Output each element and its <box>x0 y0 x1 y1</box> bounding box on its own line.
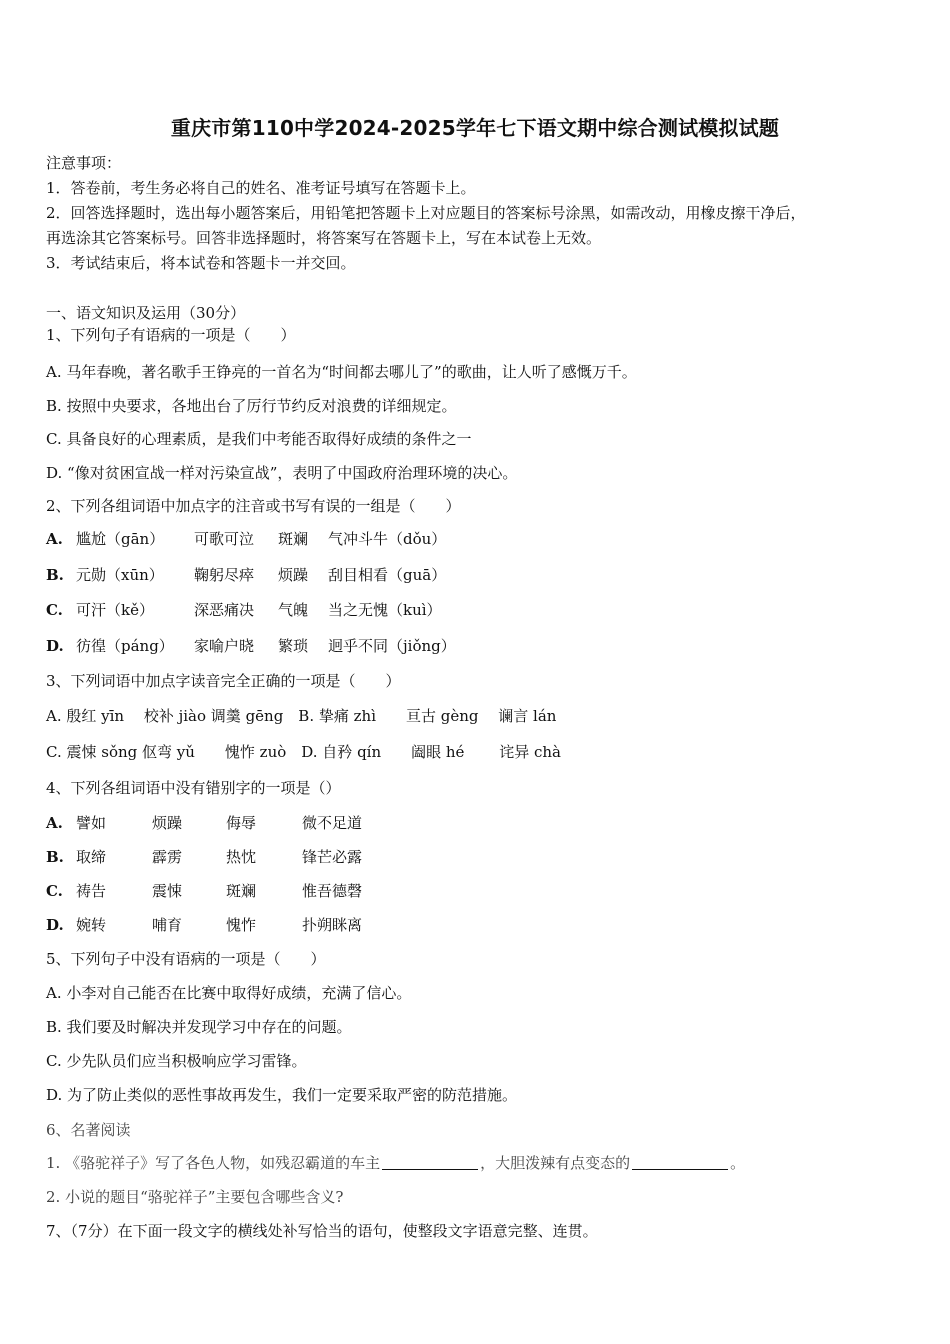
question-3-option-cd: C. 震悚 sǒng 伛弯 yǔ 愧怍 zuò D. 自矜 qín 阖眼 hé 诧异 chà <box>46 743 561 761</box>
question-6-sub-2: 2. 小说的题目“骆驼祥子”主要包含哪些含义? <box>46 1188 344 1206</box>
question-1-option-d: D. “像对贫困宣战一样对污染宣战”，表明了中国政府治理环境的决心。 <box>46 464 518 482</box>
question-1-stem: 1、下列句子有语病的一项是（ ） <box>46 326 296 344</box>
answer-blank[interactable] <box>632 1155 728 1170</box>
question-2-stem: 2、下列各组词语中加点字的注音或书写有误的一组是（ ） <box>46 497 461 515</box>
question-4-option-c: C. 祷告 震悚 斑斓 惟吾德磬 <box>46 882 363 900</box>
question-5-option-c: C. 少先队员们应当积极响应学习雷锋。 <box>46 1052 307 1070</box>
page-title: 重庆市第110中学2024-2025学年七下语文期中综合测试模拟试题 <box>170 116 780 140</box>
question-6-sub-1: 1. 《骆驼祥子》写了各色人物，如残忍霸道的车主 ，大胆泼辣有点变态的 。 <box>46 1154 746 1172</box>
question-3-option-ab: A. 殷红 yīn 校补 jiào 调羹 gēng B. 挚痛 zhì 亘古 gèng 谰言 lán <box>46 707 557 725</box>
notice-heading: 注意事项： <box>46 154 122 172</box>
notice-item: 1．答卷前，考生务必将自己的姓名、准考证号填写在答题卡上。 <box>46 179 476 197</box>
question-6-stem: 6、名著阅读 <box>46 1121 131 1139</box>
notice-item: 3．考试结束后，将本试卷和答题卡一并交回。 <box>46 254 356 272</box>
question-1-option-c: C. 具备良好的心理素质，是我们中考能否取得好成绩的条件之一 <box>46 430 472 448</box>
question-2-option-b: B. 元勋（xūn） 鞠躬尽瘁 烦躁 刮目相看（guā） <box>46 566 447 584</box>
question-5-option-d: D. 为了防止类似的恶性事故再发生，我们一定要采取严密的防范措施。 <box>46 1086 518 1104</box>
question-5-option-b: B. 我们要及时解决并发现学习中存在的问题。 <box>46 1018 352 1036</box>
notice-item: 再选涂其它答案标号。回答非选择题时，将答案写在答题卡上，写在本试卷上无效。 <box>46 229 602 247</box>
question-1-option-a: A. 马年春晚，著名歌手王铮亮的一首名为“时间都去哪儿了”的歌曲，让人听了感慨万千。 <box>46 363 637 381</box>
question-4-stem: 4、下列各组词语中没有错别字的一项是（） <box>46 779 341 797</box>
question-4-option-d: D. 婉转 哺育 愧怍 扑朔眯离 <box>46 916 363 934</box>
question-5-stem: 5、下列句子中没有语病的一项是（ ） <box>46 950 326 968</box>
question-7-stem: 7、（7分）在下面一段文字的横线处补写恰当的语句，使整段文字语意完整、连贯。 <box>46 1222 598 1240</box>
question-2-option-d: D. 彷徨（páng） 家喻户晓 繁琐 迥乎不同（jiǒng） <box>46 637 456 655</box>
answer-blank[interactable] <box>382 1155 478 1170</box>
question-4-option-a: A. 譬如 烦躁 侮辱 微不足道 <box>46 814 363 832</box>
section-heading: 一、语文知识及运用（30分） <box>46 304 246 322</box>
question-4-option-b: B. 取缔 霹雳 热忱 锋芒必露 <box>46 848 363 866</box>
question-2-option-a: A. 尴尬（gān） 可歌可泣 斑斓 气冲斗牛（dǒu） <box>46 530 447 548</box>
notice-item: 2．回答选择题时，选出每小题答案后，用铅笔把答题卡上对应题目的答案标号涂黑，如需改动，用橡皮擦干净后， <box>46 204 806 222</box>
question-5-option-a: A. 小李对自己能否在比赛中取得好成绩，充满了信心。 <box>46 984 412 1002</box>
question-2-option-c: C. 可汗（kě） 深恶痛决 气魄 当之无愧（kuì） <box>46 601 442 619</box>
question-1-option-b: B. 按照中央要求，各地出台了厉行节约反对浪费的详细规定。 <box>46 397 457 415</box>
question-3-stem: 3、下列词语中加点字读音完全正确的一项是（ ） <box>46 672 401 690</box>
